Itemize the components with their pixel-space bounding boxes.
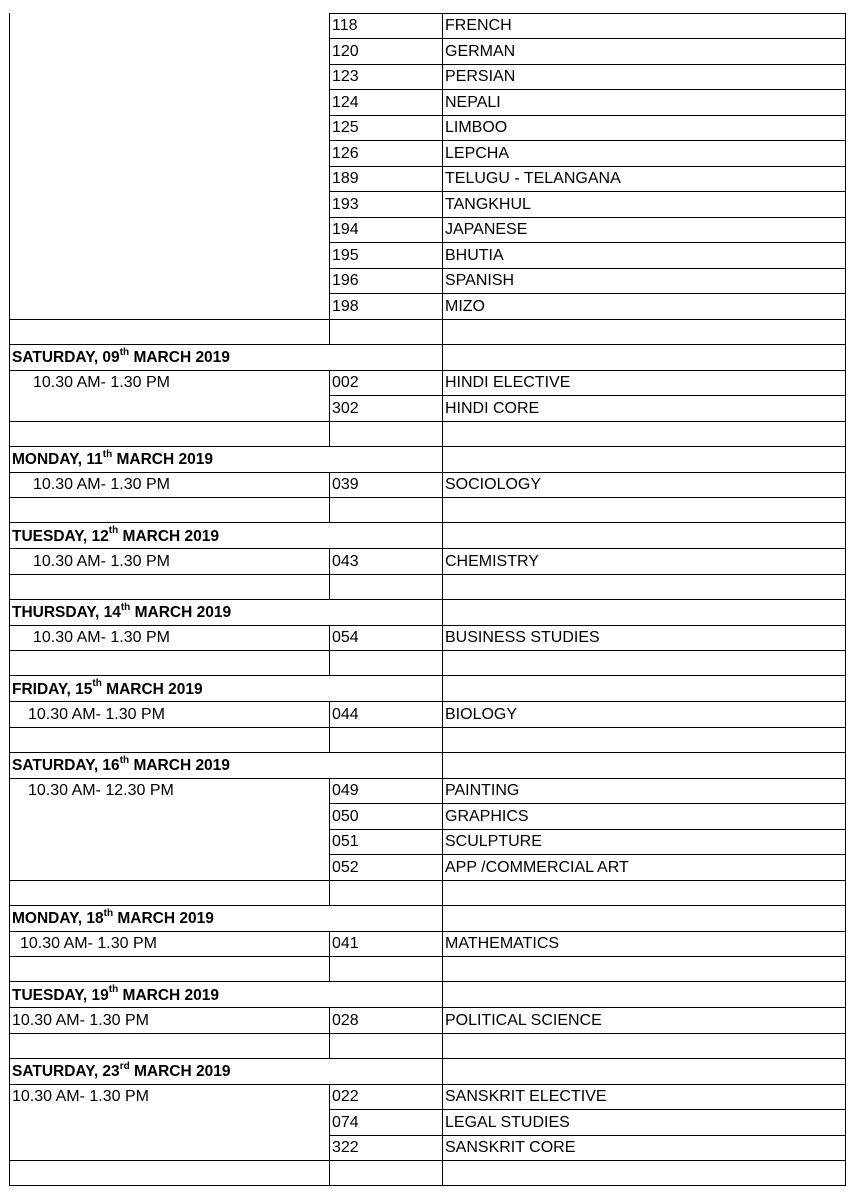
subject-cell: [442, 13, 845, 39]
day-heading-empty-cell: [442, 599, 845, 625]
day-header-row: [9, 752, 845, 778]
grid-line: [9, 344, 846, 345]
grid-line: [329, 854, 846, 855]
subject-code: 302: [332, 399, 359, 417]
grid-line: [9, 13, 10, 1186]
grid-line: [9, 1007, 846, 1008]
grid-line: [9, 1058, 846, 1059]
subject-name: APP /COMMERCIAL ART: [445, 858, 629, 876]
day-heading-empty-cell: [442, 905, 845, 931]
subject-name: BHUTIA: [445, 246, 504, 264]
list-item: [9, 268, 845, 294]
grid-line: [329, 191, 846, 192]
subject-cell: [442, 64, 845, 90]
day-heading-empty-cell: [442, 344, 845, 370]
code-cell: [329, 166, 442, 192]
spacer-row: [9, 574, 845, 599]
code-cell: [329, 243, 442, 269]
subject-name: FRENCH: [445, 17, 512, 34]
grid-line: [9, 931, 846, 932]
day-heading-empty-cell: [442, 982, 845, 1008]
day-heading: [12, 984, 220, 1005]
grid-line: [329, 574, 330, 599]
subject-name: SANSKRIT CORE: [445, 1139, 576, 1156]
subject-cell: [442, 370, 845, 396]
table-row: [9, 1008, 845, 1034]
grid-line: [329, 421, 330, 446]
day-heading: [12, 525, 220, 546]
grid-line: [9, 421, 846, 422]
grid-line: [329, 38, 846, 39]
grid-line: [9, 778, 846, 779]
subject-code: 002: [332, 374, 359, 391]
exam-time: 10.30 AM- 12.30 PM: [28, 782, 174, 799]
spacer-row: [9, 498, 845, 523]
subject-cell: [442, 294, 845, 320]
grid-line: [329, 1161, 330, 1186]
day-header-row: [9, 676, 845, 702]
day-header-row: [9, 446, 845, 472]
table-row: [9, 1135, 845, 1161]
subject-code: 039: [332, 476, 359, 493]
code-cell: [329, 39, 442, 65]
subject-cell: [442, 1084, 845, 1110]
grid-line: [329, 778, 330, 880]
grid-line: [9, 701, 846, 702]
grid-line: [9, 446, 846, 447]
list-item: [9, 13, 845, 39]
day-heading-ordinal: th: [103, 907, 114, 919]
day-heading-ordinal: th: [119, 754, 130, 766]
day-heading-cell: [9, 523, 442, 549]
day-heading-weekday-date: TUESDAY, 19: [12, 986, 109, 1004]
grid-line: [329, 319, 330, 344]
code-cell: [329, 855, 442, 881]
code-cell: [329, 804, 442, 830]
grid-line: [845, 13, 846, 1186]
grid-line: [329, 1135, 846, 1136]
grid-line: [9, 905, 846, 906]
subject-cell: [442, 39, 845, 65]
table-row: [9, 472, 845, 498]
subject-name: CHEMISTRY: [445, 552, 539, 570]
exam-time: 10.30 AM- 1.30 PM: [20, 935, 157, 952]
code-cell: [329, 829, 442, 855]
subject-name: MIZO: [445, 297, 485, 315]
grid-line: [9, 675, 846, 676]
day-header-row: [9, 523, 845, 549]
grid-line: [329, 880, 330, 905]
subject-code: 193: [332, 195, 359, 213]
day-heading-empty-cell: [442, 446, 845, 472]
subject-code: 198: [332, 297, 359, 315]
subject-name: LEPCHA: [445, 144, 510, 162]
exam-time: 10.30 AM- 1.30 PM: [33, 629, 170, 646]
exam-schedule-table: [9, 13, 845, 1181]
list-item: [9, 192, 845, 218]
day-heading: [12, 601, 232, 622]
table-row: [9, 778, 845, 804]
subject-code: 126: [332, 144, 359, 162]
subject-cell: [442, 625, 845, 651]
day-heading-ordinal: th: [102, 448, 113, 460]
exam-time: 10.30 AM- 1.30 PM: [28, 705, 165, 723]
grid-line: [329, 395, 846, 396]
subject-cell: [442, 115, 845, 141]
grid-line: [442, 13, 443, 1186]
code-cell: [329, 625, 442, 651]
day-heading-ordinal: th: [108, 525, 119, 537]
subject-name: POLITICAL SCIENCE: [445, 1011, 602, 1029]
day-heading-month-year: MARCH 2019: [129, 1063, 231, 1080]
day-heading-weekday-date: MONDAY, 18: [12, 910, 104, 927]
table-row: [9, 625, 845, 651]
subject-cell: [442, 472, 845, 498]
grid-line: [9, 522, 846, 523]
grid-line: [329, 472, 330, 498]
subject-code: 125: [332, 119, 359, 136]
spacer-row: [9, 1161, 845, 1186]
subject-name: NEPALI: [445, 93, 501, 111]
day-heading-month-year: MARCH 2019: [118, 986, 220, 1004]
day-heading-cell: [9, 1058, 442, 1084]
day-heading-cell: [9, 446, 442, 472]
day-heading-cell: [9, 982, 442, 1008]
code-cell: [329, 370, 442, 396]
subject-name: LEGAL STUDIES: [445, 1113, 570, 1131]
subject-code: 043: [332, 552, 359, 570]
subject-name: PERSIAN: [445, 68, 516, 85]
day-heading-weekday-date: TUESDAY, 12: [12, 527, 109, 545]
grid-line: [329, 931, 330, 957]
subject-cell: [442, 549, 845, 575]
subject-name: SPANISH: [445, 272, 515, 289]
exam-time: 10.30 AM- 1.30 PM: [12, 1011, 149, 1029]
subject-code: 041: [332, 935, 359, 952]
grid-line: [329, 166, 846, 167]
subject-name: HINDI CORE: [445, 399, 540, 417]
spacer-row: [9, 727, 845, 752]
grid-line: [9, 1185, 846, 1186]
grid-line: [329, 1033, 330, 1058]
subject-code: 118: [332, 17, 358, 34]
subject-code: 049: [332, 782, 359, 799]
table-row: [9, 1084, 845, 1110]
grid-line: [329, 1084, 330, 1161]
code-cell: [329, 141, 442, 167]
grid-line: [9, 956, 846, 957]
grid-line: [9, 880, 846, 881]
day-heading-cell: [9, 599, 442, 625]
grid-line: [9, 472, 846, 473]
day-heading: [12, 1060, 231, 1081]
subject-name: SANSKRIT ELECTIVE: [445, 1088, 607, 1105]
day-heading-weekday-date: FRIDAY, 15: [12, 680, 93, 698]
spacer-row: [9, 421, 845, 446]
subject-code: 195: [332, 246, 359, 264]
day-heading-ordinal: th: [108, 984, 119, 996]
list-item: [9, 115, 845, 141]
subject-name: LIMBOO: [445, 119, 508, 136]
day-heading-month-year: MARCH 2019: [130, 604, 232, 621]
table-row: [9, 931, 845, 957]
list-item: [9, 39, 845, 65]
day-heading-cell: [9, 344, 442, 370]
subject-code: 123: [332, 68, 359, 85]
day-heading-weekday-date: SATURDAY, 09: [12, 349, 120, 366]
day-heading-cell: [9, 905, 442, 931]
table-row: [9, 370, 845, 396]
subject-code: 028: [332, 1011, 359, 1029]
list-item: [9, 217, 845, 243]
exam-time: 10.30 AM- 1.30 PM: [33, 374, 170, 391]
subject-cell: [442, 268, 845, 294]
code-cell: [329, 13, 442, 39]
code-cell: [329, 931, 442, 957]
day-heading-month-year: MARCH 2019: [129, 757, 230, 774]
code-cell: [329, 1008, 442, 1034]
code-cell: [329, 294, 442, 320]
list-item: [9, 166, 845, 192]
code-cell: [329, 1135, 442, 1161]
grid-line: [329, 625, 330, 651]
exam-time: 10.30 AM- 1.30 PM: [12, 1088, 149, 1105]
grid-line: [9, 727, 846, 728]
day-heading-weekday-date: SATURDAY, 16: [12, 757, 120, 774]
subject-name: SOCIOLOGY: [445, 476, 542, 493]
day-heading-ordinal: rd: [119, 1060, 130, 1072]
code-cell: [329, 115, 442, 141]
exam-time: 10.30 AM- 1.30 PM: [33, 552, 170, 570]
subject-cell: [442, 396, 845, 422]
grid-line: [329, 498, 330, 523]
grid-line: [329, 89, 846, 90]
day-heading-weekday-date: MONDAY, 11: [12, 451, 103, 468]
grid-line: [329, 702, 330, 728]
day-heading-month-year: MARCH 2019: [113, 910, 214, 927]
grid-line: [329, 13, 846, 14]
day-heading: [12, 907, 214, 928]
table-row: [9, 702, 845, 728]
day-heading-weekday-date: SATURDAY, 23: [12, 1063, 120, 1080]
subject-cell: [442, 931, 845, 957]
grid-line: [9, 599, 846, 600]
grid-line: [329, 957, 330, 982]
table-row: [9, 396, 845, 422]
day-heading-weekday-date: THURSDAY, 14: [12, 604, 121, 621]
day-heading-ordinal: th: [120, 601, 131, 613]
day-heading-cell: [9, 752, 442, 778]
subject-name: BIOLOGY: [445, 705, 518, 723]
spacer-row: [9, 880, 845, 905]
grid-line: [9, 548, 846, 549]
grid-line: [329, 140, 846, 141]
spacer-row: [9, 651, 845, 676]
subject-cell: [442, 192, 845, 218]
subject-code: 022: [332, 1088, 359, 1105]
code-cell: [329, 64, 442, 90]
list-item: [9, 294, 845, 320]
grid-line: [329, 115, 846, 116]
day-header-row: [9, 905, 845, 931]
day-header-row: [9, 1058, 845, 1084]
day-heading-month-year: MARCH 2019: [129, 349, 230, 366]
grid-line: [9, 319, 846, 320]
day-heading-empty-cell: [442, 1058, 845, 1084]
subject-code: 044: [332, 705, 359, 723]
day-heading: [12, 678, 203, 699]
grid-line: [9, 497, 846, 498]
subject-cell: [442, 166, 845, 192]
grid-line: [329, 293, 846, 294]
subject-code: 050: [332, 807, 359, 825]
grid-line: [329, 1109, 846, 1110]
day-heading-month-year: MARCH 2019: [118, 527, 220, 545]
subject-name: PAINTING: [445, 782, 520, 799]
day-heading-ordinal: th: [119, 346, 130, 358]
grid-line: [9, 625, 846, 626]
grid-line: [329, 242, 846, 243]
code-cell: [329, 268, 442, 294]
subject-cell: [442, 855, 845, 881]
subject-name: JAPANESE: [445, 221, 528, 238]
grid-line: [329, 803, 846, 804]
table-row: [9, 549, 845, 575]
subject-code: 052: [332, 858, 359, 876]
day-heading-month-year: MARCH 2019: [112, 451, 213, 468]
code-cell: [329, 702, 442, 728]
code-cell: [329, 217, 442, 243]
grid-line: [9, 981, 846, 982]
grid-line: [9, 370, 846, 371]
spacer-row: [9, 1033, 845, 1058]
grid-line: [329, 727, 330, 752]
code-cell: [329, 1110, 442, 1136]
table-row: [9, 855, 845, 881]
code-cell: [329, 549, 442, 575]
day-header-row: [9, 344, 845, 370]
subject-name: GERMAN: [445, 42, 516, 60]
subject-name: MATHEMATICS: [445, 935, 560, 952]
list-item: [9, 64, 845, 90]
grid-line: [9, 1084, 846, 1085]
grid-line: [329, 651, 330, 676]
subject-cell: [442, 1135, 845, 1161]
subject-code: 051: [332, 833, 359, 850]
grid-line: [329, 829, 846, 830]
subject-cell: [442, 804, 845, 830]
code-cell: [329, 472, 442, 498]
subject-code: 074: [332, 1113, 359, 1131]
subject-cell: [442, 1110, 845, 1136]
subject-name: GRAPHICS: [445, 807, 529, 825]
subject-cell: [442, 829, 845, 855]
subject-cell: [442, 217, 845, 243]
subject-name: TELUGU - TELANGANA: [445, 170, 621, 187]
grid-line: [329, 370, 330, 421]
grid-line: [329, 217, 846, 218]
list-item: [9, 90, 845, 116]
grid-line: [9, 1033, 846, 1034]
list-item: [9, 243, 845, 269]
grid-line: [329, 268, 846, 269]
subject-name: BUSINESS STUDIES: [445, 629, 600, 646]
subject-name: TANGKHUL: [445, 195, 531, 213]
grid-line: [329, 549, 330, 575]
day-heading-ordinal: th: [92, 678, 102, 690]
day-heading-empty-cell: [442, 676, 845, 702]
grid-line: [9, 752, 846, 753]
day-heading: [12, 754, 230, 775]
spacer-row: [9, 957, 845, 982]
day-heading-empty-cell: [442, 523, 845, 549]
grid-line: [9, 650, 846, 651]
code-cell: [329, 778, 442, 804]
subject-code: 196: [332, 272, 359, 289]
subject-code: 054: [332, 629, 359, 646]
subject-code: 322: [332, 1139, 359, 1156]
grid-line: [329, 64, 846, 65]
day-heading: [12, 346, 230, 367]
table-row: [9, 804, 845, 830]
day-heading-month-year: MARCH 2019: [101, 680, 203, 698]
subject-cell: [442, 778, 845, 804]
day-heading-empty-cell: [442, 752, 845, 778]
grid-line: [329, 13, 330, 319]
subject-cell: [442, 141, 845, 167]
day-heading-cell: [9, 676, 442, 702]
code-cell: [329, 396, 442, 422]
spacer-row: [9, 319, 845, 344]
subject-code: 124: [332, 93, 359, 111]
code-cell: [329, 1084, 442, 1110]
day-heading: [12, 448, 213, 469]
day-header-row: [9, 982, 845, 1008]
grid-line: [329, 1008, 330, 1034]
grid-line: [9, 1160, 846, 1161]
table-row: [9, 829, 845, 855]
subject-cell: [442, 1008, 845, 1034]
list-item: [9, 141, 845, 167]
grid-line: [9, 574, 846, 575]
subject-cell: [442, 243, 845, 269]
subject-cell: [442, 90, 845, 116]
subject-code: 120: [332, 42, 359, 60]
code-cell: [329, 90, 442, 116]
exam-time: 10.30 AM- 1.30 PM: [33, 476, 170, 493]
subject-name: HINDI ELECTIVE: [445, 374, 571, 391]
day-header-row: [9, 599, 845, 625]
code-cell: [329, 192, 442, 218]
subject-name: SCULPTURE: [445, 833, 542, 850]
subject-code: 194: [332, 221, 359, 238]
table-row: [9, 1110, 845, 1136]
subject-code: 189: [332, 170, 359, 187]
subject-cell: [442, 702, 845, 728]
